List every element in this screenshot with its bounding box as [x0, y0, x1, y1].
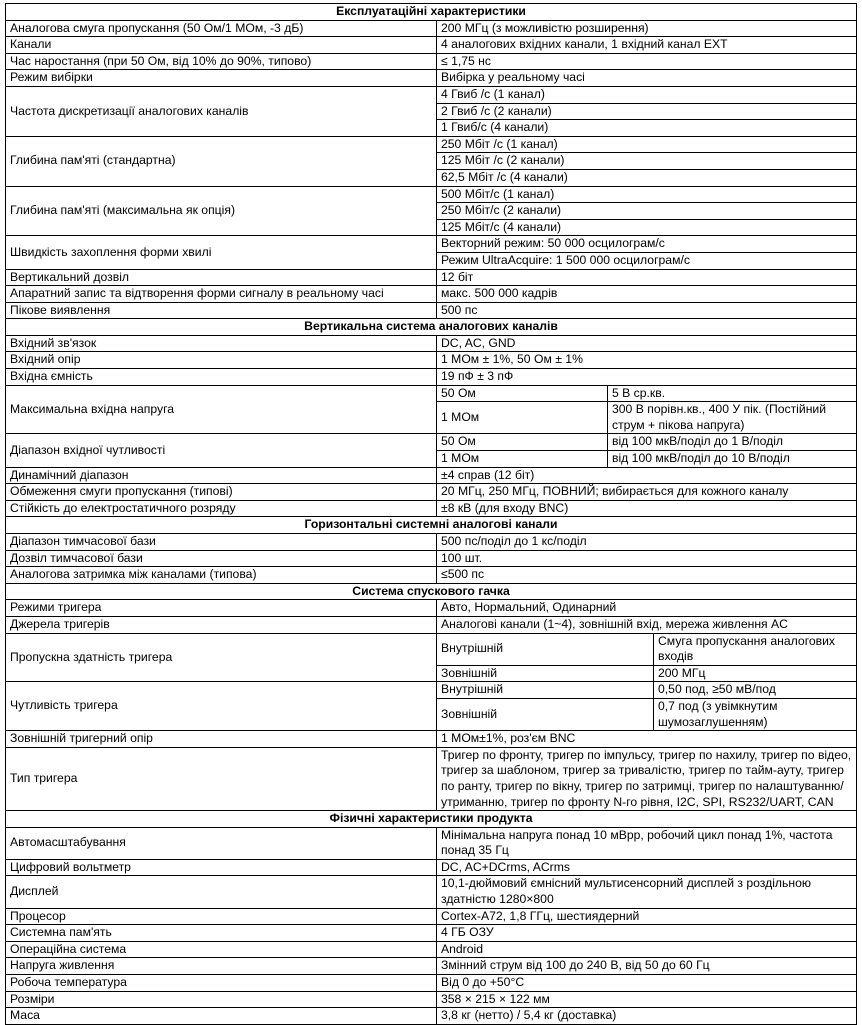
table-row [6, 53, 857, 70]
table-row [6, 991, 857, 1008]
spec-value: 10,1-дюймовий ємнісний мультисенсорний дисплей з роздільною здатністю 1280×800 [437, 876, 857, 908]
spec-value: 358 × 215 × 122 мм [437, 991, 857, 1008]
section-title-horizontal: Горизонтальні системні аналогові канали [6, 517, 857, 534]
spec-value: Тригер по фронту, тригер по імпульсу, тригер по нахилу, тригер по відео, тригер за шаблоном, тригер за тривалістю, тригер по тайм-ауту, тригер по ранту, тригер по вікну, тригер по затримці, тригер по налаштуванню/утриманню, тригер по фронту N-го рівня, I2C, SPI, RS232/UART, CAN [437, 747, 857, 810]
spec-value: 1 МОм ± 1%, 50 Ом ± 1% [437, 352, 857, 369]
table-row [6, 86, 857, 103]
spec-value: Від 0 до +50°C [437, 975, 857, 992]
spec-value: 19 пФ ± 3 пФ [437, 369, 857, 386]
spec-value: 200 МГц [654, 665, 857, 682]
table-row [6, 1008, 857, 1025]
section-title-trigger: Система спускового гачка [6, 583, 857, 600]
spec-value: 250 Мбіт/с (2 канали) [437, 203, 857, 220]
spec-subkey: 1 МОм [437, 451, 608, 468]
table-row [6, 975, 857, 992]
spec-value: 12 біт [437, 269, 857, 286]
table-row [6, 37, 857, 54]
spec-value: Смуга пропускання аналогових входів [654, 633, 857, 665]
spec-value: 20 МГц, 250 МГц, ПОВНИЙ; вибирається для кожного каналу [437, 484, 857, 501]
spec-value: 5 В ср.кв. [608, 385, 857, 402]
spec-value: DC, AC, GND [437, 335, 857, 352]
spec-label: Напруга живлення [6, 958, 437, 975]
spec-label: Розміри [6, 991, 437, 1008]
section-title-physical: Фізичні характеристики продукта [6, 811, 857, 828]
spec-value: Cortex-A72, 1,8 ГГц, шестиядерний [437, 908, 857, 925]
table-row [6, 731, 857, 748]
table-row [6, 908, 857, 925]
table-row [6, 925, 857, 942]
spec-label: Діапазон вхідної чутливості [6, 434, 437, 467]
spec-label: Зовнішній тригерний опір [6, 731, 437, 748]
spec-label: Автомасштабування [6, 827, 437, 859]
spec-label: Пропускна здатність тригера [6, 633, 437, 682]
spec-value: від 100 мкВ/поділ до 10 В/поділ [608, 451, 857, 468]
spec-label: Режим вибірки [6, 70, 437, 87]
spec-label: Цифровий вольтметр [6, 859, 437, 876]
spec-value: Аналогові канали (1~4), зовнішній вхід, мережа живлення AC [437, 616, 857, 633]
table-row [6, 434, 857, 451]
table-row [6, 600, 857, 617]
table-row [6, 747, 857, 810]
spec-value: 1 МОм±1%, роз'єм BNC [437, 731, 857, 748]
spec-value: 0,50 под, ≥50 мВ/под [654, 682, 857, 699]
spec-value: Змінний струм від 100 до 240 В, від 50 до 60 Гц [437, 958, 857, 975]
spec-label: Час наростання (при 50 Ом, від 10% до 90%, типово) [6, 53, 437, 70]
spec-value: 4 Гвиб /с (1 канал) [437, 86, 857, 103]
spec-value: DC, AC+DCrms, ACrms [437, 859, 857, 876]
table-row [6, 70, 857, 87]
spec-value: 125 Мбіт /с (2 канали) [437, 153, 857, 170]
spec-value: Вибірка у реальному часі [437, 70, 857, 87]
spec-value: ≤500 пс [437, 567, 857, 584]
table-row [6, 534, 857, 551]
table-row [6, 20, 857, 37]
spec-table [5, 3, 857, 1025]
spec-value: 62,5 Мбіт /с (4 канали) [437, 169, 857, 186]
spec-value: 200 МГц (з можливістю розширення) [437, 20, 857, 37]
spec-value: 1 Гвиб/с (4 канали) [437, 120, 857, 137]
spec-value: 500 пс [437, 302, 857, 319]
spec-value: 0,7 под (з увімкнутим шумозаглушенням) [654, 698, 857, 730]
spec-subkey: 50 Ом [437, 385, 608, 402]
spec-value: 500 пс/поділ до 1 кс/поділ [437, 534, 857, 551]
spec-label: Швидкість захоплення форми хвилі [6, 236, 437, 269]
spec-label: Вхідний зв'язок [6, 335, 437, 352]
spec-value: 3,8 кг (нетто) / 5,4 кг (доставка) [437, 1008, 857, 1025]
spec-subkey: 1 МОм [437, 402, 608, 434]
spec-label: Чутливість тригера [6, 682, 437, 731]
table-row [6, 369, 857, 386]
spec-label: Глибина пам'яті (максимальна як опція) [6, 186, 437, 236]
spec-label: Маса [6, 1008, 437, 1025]
table-row [6, 859, 857, 876]
spec-value: 500 Мбіт/с (1 канал) [437, 186, 857, 203]
spec-subkey: 50 Ом [437, 434, 608, 451]
section-header-row [6, 319, 857, 336]
spec-value: ≤ 1,75 нс [437, 53, 857, 70]
spec-label: Аналогова затримка між каналами (типова) [6, 567, 437, 584]
spec-value: макс. 500 000 кадрів [437, 286, 857, 303]
table-row [6, 827, 857, 859]
table-row [6, 269, 857, 286]
spec-subkey: Зовнішній [437, 698, 654, 730]
spec-label: Дозвіл тимчасової бази [6, 550, 437, 567]
spec-value: Векторний режим: 50 000 осцилограм/с [437, 236, 857, 253]
section-header-row [6, 583, 857, 600]
table-row [6, 186, 857, 203]
spec-value: від 100 мкВ/поділ до 1 В/поділ [608, 434, 857, 451]
spec-label: Пікове виявлення [6, 302, 437, 319]
spec-value: 4 аналогових вхідних канали, 1 вхідний канал EXT [437, 37, 857, 54]
spec-label: Операційна система [6, 941, 437, 958]
table-row [6, 876, 857, 908]
spec-label: Стійкість до електростатичного розряду [6, 500, 437, 517]
spec-value: 300 В порівн.кв., 400 У пік. (Постійний струм + пікова напруга) [608, 402, 857, 434]
table-row [6, 385, 857, 402]
spec-label: Вхідна ємність [6, 369, 437, 386]
section-header-row [6, 811, 857, 828]
table-row [6, 500, 857, 517]
spec-value: Режим UltraAcquire: 1 500 000 осцилограм/с [437, 252, 857, 269]
table-row [6, 567, 857, 584]
table-row [6, 335, 857, 352]
section-title-operational: Експлуатаційні характеристики [6, 4, 857, 21]
table-row [6, 286, 857, 303]
table-row [6, 236, 857, 253]
spec-label: Режими тригера [6, 600, 437, 617]
table-row [6, 958, 857, 975]
spec-label: Тип тригера [6, 747, 437, 810]
spec-label: Частота дискретизації аналогових каналів [6, 86, 437, 136]
spec-label: Робоча температура [6, 975, 437, 992]
spec-subkey: Внутрішній [437, 633, 654, 665]
spec-label: Максимальна вхідна напруга [6, 385, 437, 434]
spec-value: 250 Мбіт /с (1 канал) [437, 136, 857, 153]
table-row [6, 352, 857, 369]
spec-label: Системна пам'ять [6, 925, 437, 942]
table-row [6, 682, 857, 699]
spec-value: Мінімальна напруга понад 10 мВpp, робочий цикл понад 1%, частота понад 35 Гц [437, 827, 857, 859]
section-header-row [6, 517, 857, 534]
spec-value: Android [437, 941, 857, 958]
section-title-vertical: Вертикальна система аналогових каналів [6, 319, 857, 336]
spec-label: Глибина пам'яті (стандартна) [6, 136, 437, 186]
spec-label: Діапазон тимчасової бази [6, 534, 437, 551]
spec-label: Канали [6, 37, 437, 54]
spec-value: Авто, Нормальний, Одинарний [437, 600, 857, 617]
spec-label: Динамічний діапазон [6, 467, 437, 484]
table-row [6, 633, 857, 665]
spec-value: 100 шт. [437, 550, 857, 567]
section-header-row [6, 4, 857, 21]
spec-subkey: Внутрішній [437, 682, 654, 699]
spec-label: Вхідний опір [6, 352, 437, 369]
spec-subkey: Зовнішній [437, 665, 654, 682]
table-row [6, 467, 857, 484]
spec-value: 2 Гвиб /с (2 канали) [437, 103, 857, 120]
spec-value: 125 Мбіт/с (4 канали) [437, 219, 857, 236]
table-row [6, 302, 857, 319]
spec-value: ±8 кВ (для входу BNC) [437, 500, 857, 517]
table-row [6, 616, 857, 633]
table-row [6, 484, 857, 501]
spec-label: Апаратний запис та відтворення форми сигналу в реальному часі [6, 286, 437, 303]
spec-label: Дисплей [6, 876, 437, 908]
table-row [6, 941, 857, 958]
spec-label: Вертикальний дозвіл [6, 269, 437, 286]
spec-value: ±4 справ (12 біт) [437, 467, 857, 484]
spec-label: Процесор [6, 908, 437, 925]
spec-label: Аналогова смуга пропускання (50 Ом/1 МОм, -3 дБ) [6, 20, 437, 37]
spec-label: Обмеження смуги пропускання (типові) [6, 484, 437, 501]
table-row [6, 550, 857, 567]
table-row [6, 136, 857, 153]
spec-label: Джерела тригерів [6, 616, 437, 633]
spec-value: 4 ГБ ОЗУ [437, 925, 857, 942]
